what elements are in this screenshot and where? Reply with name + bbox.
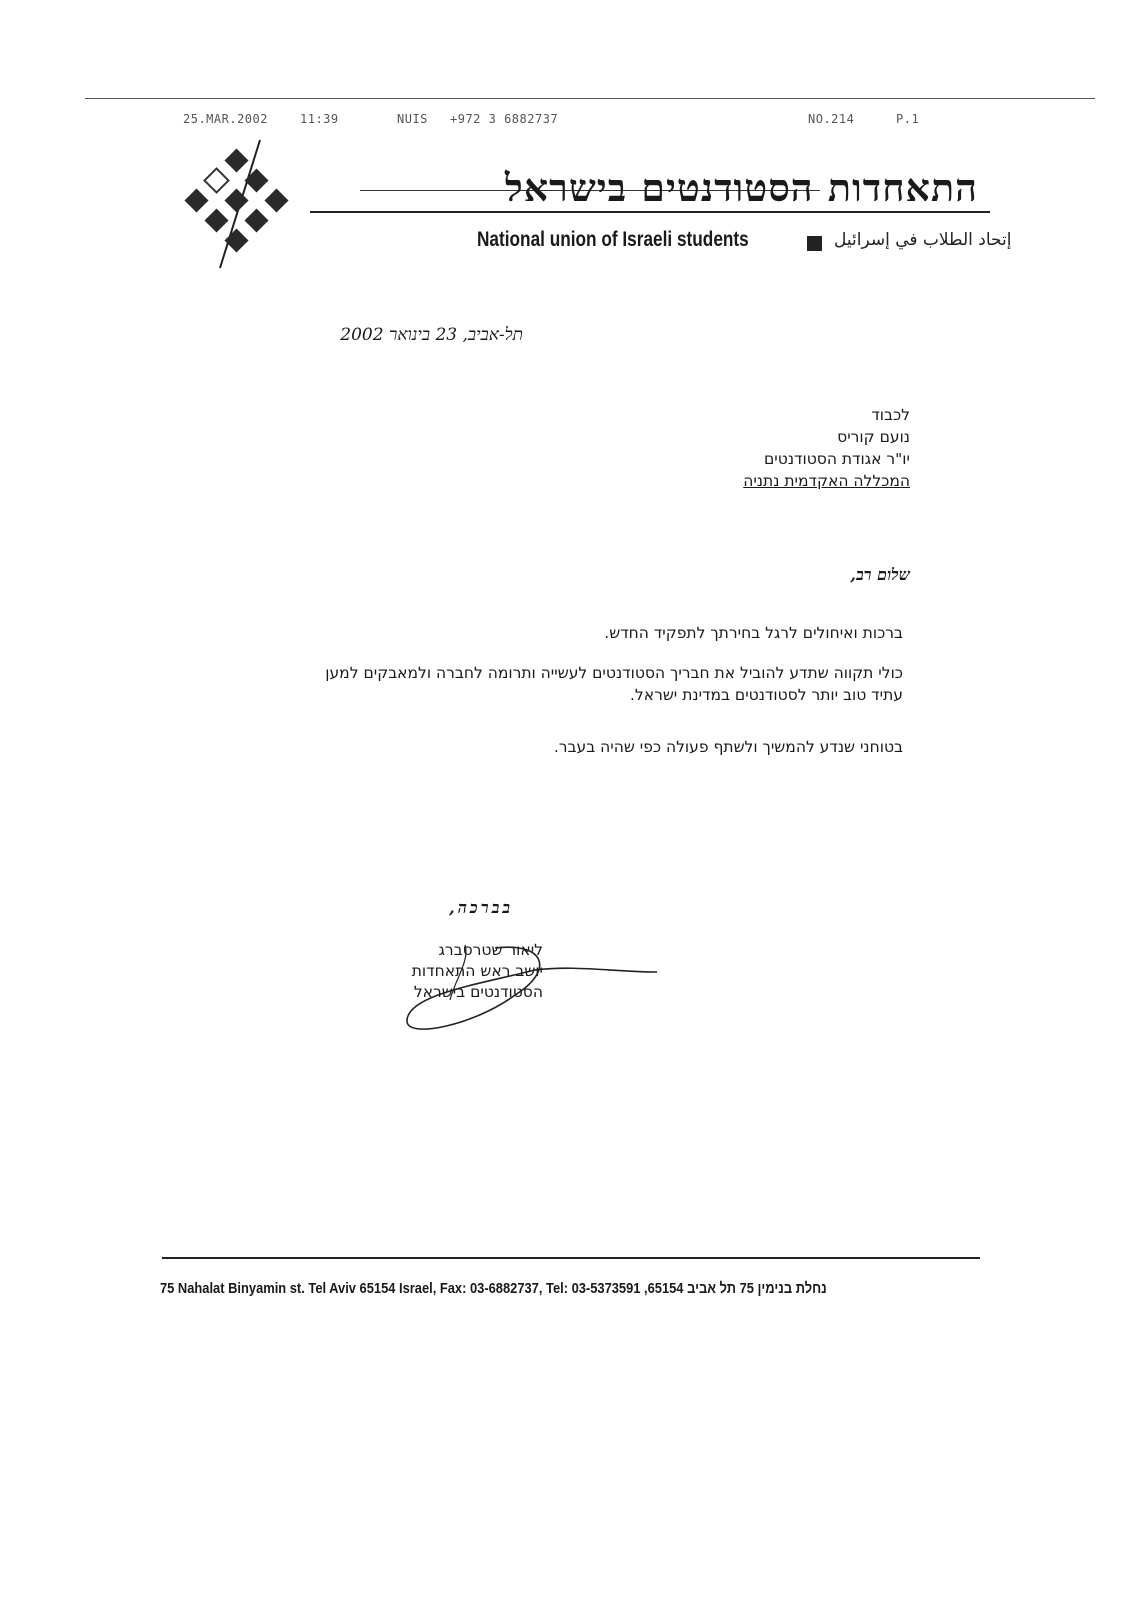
handwritten-signature [395, 940, 665, 1040]
recipient-block [510, 404, 910, 492]
signatory-name: ליאור שטרסברג [438, 941, 543, 959]
fax-number: NO.214 [808, 112, 855, 126]
recipient-name: נועם קוריס [837, 428, 910, 446]
fax-time: 11:39 [300, 112, 339, 126]
signatory-role-line2: הסטודנטים בישראל [413, 983, 543, 1001]
letter-date: תל-אביב, 23 בינואר 2002 [340, 325, 523, 345]
body-paragraph: ברכות ואיחולים לרגל בחירתך לתפקיד החדש. [604, 624, 903, 642]
recipient-institution: המכללה האקדמית נתניה [743, 472, 910, 490]
closing: בברכה, [449, 898, 513, 917]
fax-page: P.1 [896, 112, 920, 126]
footer-address: 75 Nahalat Binyamin st. Tel Aviv 65154 Israel, Fax: 03-6882737, Tel: 03-5373591 ,65154 נחלת בנימין 75 תל אביב [160, 1280, 827, 1297]
fax-phone: +972 3 6882737 [450, 112, 559, 126]
fax-date: 25.MAR.2002 [183, 112, 268, 126]
recipient-salutation: לכבוד [871, 406, 910, 424]
org-name-arabic: إتحاد الطلاب في إسرائيل [834, 230, 1012, 250]
square-bullet-icon [807, 236, 822, 251]
footer-rule [162, 1257, 980, 1259]
recipient-title: יו"ר אגודת הסטודנטים [764, 450, 910, 468]
fax-sender: NUIS [397, 112, 428, 126]
org-name-english: National union of Israeli students [477, 228, 749, 251]
org-name-hebrew: התאחדות הסטודנטים בישראל [505, 165, 978, 210]
signatory-role-line1: יושב ראש התאחדות [411, 962, 543, 980]
fax-header-rule [85, 98, 1095, 99]
letterhead-rule [310, 211, 990, 213]
diamond-grid-logo-icon [180, 138, 300, 273]
greeting: שלום רב, [850, 565, 910, 584]
body-paragraph: כולי תקווה שתדע להוביל את חבריך הסטודנטים לעשייה ותרומה לחברה ולמאבקים למען עתיד טוב יותר לסטודנטים במדינת ישראל. [325, 664, 903, 704]
body-paragraph: בטוחני שנדע להמשיך ולשתף פעולה כפי שהיה בעבר. [553, 738, 903, 756]
